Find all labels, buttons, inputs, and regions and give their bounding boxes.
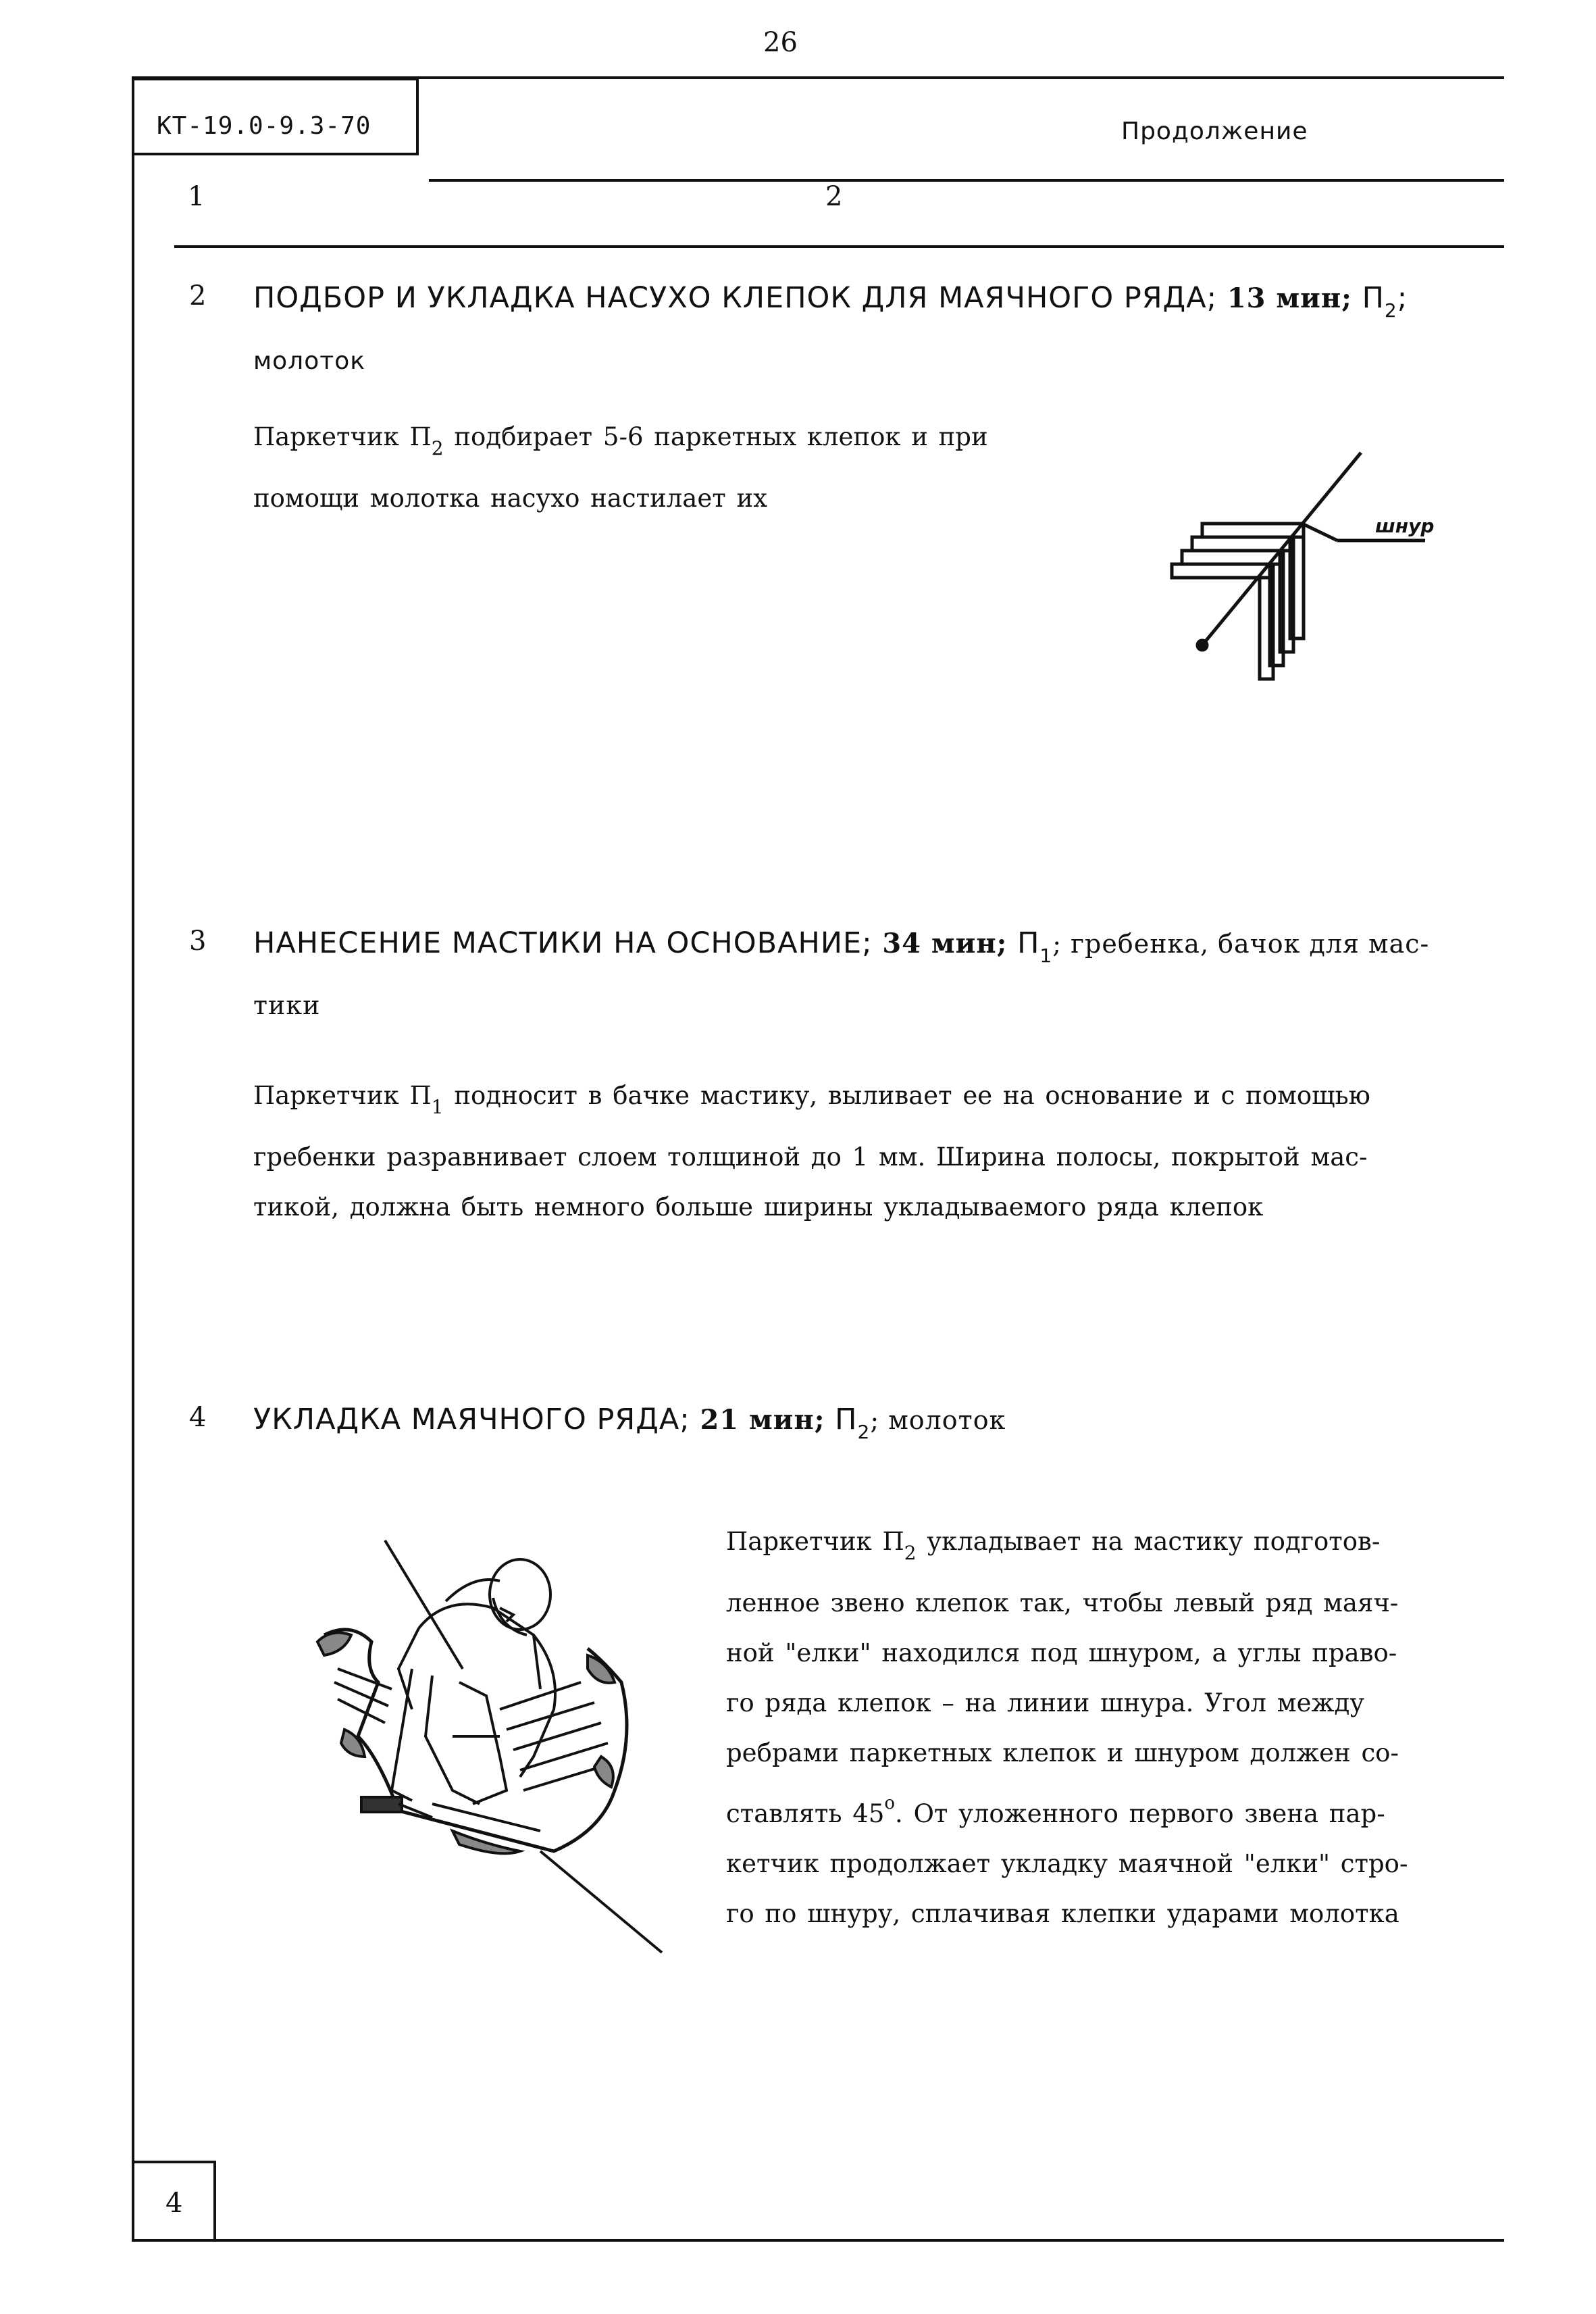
heading-tail: ; гребенка, бачок для мас-	[1052, 929, 1430, 959]
column-header-1: 1	[188, 181, 205, 212]
heading-tools: молоток	[253, 347, 365, 375]
desc-text: ной "елки" находился под шнуром, а углы право-	[726, 1638, 1397, 1667]
desc-sup: o	[884, 1793, 896, 1813]
heading-worker-sub: 1	[1039, 945, 1053, 967]
desc-text: го ряда клепок – на линии шнура. Угол между	[726, 1688, 1365, 1717]
desc-text: го по шнуру, сплачивая клепки ударами молотка	[726, 1899, 1399, 1928]
heading-worker-sub: 2	[857, 1421, 871, 1443]
desc-text: помощи молотка насухо настилает их	[253, 484, 767, 513]
worker-laying-parquet-illustration	[297, 1534, 675, 1966]
heading-tail: ;	[1397, 281, 1408, 315]
step-description	[253, 1071, 1516, 1232]
step-number: 3	[189, 926, 207, 957]
heading-line2: тики	[253, 990, 321, 1020]
step-description	[253, 412, 1131, 524]
desc-text: Паркетчик П	[253, 1081, 432, 1110]
heading-worker: П	[1362, 281, 1385, 315]
desc-text: ребрами паркетных клепок и шнуром должен со-	[726, 1738, 1399, 1767]
heading-tail: ; молоток	[870, 1405, 1006, 1435]
desc-text: тикой, должна быть немного больше ширины укладываемого ряда клепок	[253, 1192, 1264, 1222]
heading-time: 13 мин;	[1227, 282, 1352, 314]
step-heading	[253, 1395, 1496, 1457]
step-heading	[253, 274, 1496, 386]
doc-code: КТ-19.0-9.3-70	[157, 112, 371, 140]
heading-time: 34 мин;	[882, 928, 1008, 959]
heading-time: 21 мин;	[700, 1404, 825, 1436]
step-description	[726, 1517, 1510, 1939]
header-rule-short	[429, 179, 1504, 182]
desc-text: ставлять 45	[726, 1799, 885, 1828]
footer-rule	[132, 2239, 1504, 2242]
footer-number: 4	[165, 2188, 183, 2219]
continuation-label: Продолжение	[1121, 118, 1308, 145]
herringbone-cord-figure	[1148, 446, 1445, 696]
desc-text: гребенки разравнивает слоем толщиной до 1 мм. Ширина полосы, покрытой мас-	[253, 1142, 1368, 1172]
column-header-2: 2	[825, 181, 843, 212]
figure-label-cord: шнур	[1375, 515, 1435, 537]
heading-worker-sub: 2	[1384, 299, 1397, 322]
header-bottom-rule	[174, 245, 1504, 248]
heading-worker: П	[835, 1403, 858, 1436]
step-number: 4	[189, 1402, 207, 1433]
desc-text: Паркетчик П	[726, 1527, 904, 1556]
desc-text: ленное звено клепок так, чтобы левый ряд маяч-	[726, 1588, 1399, 1617]
desc-text: кетчик продолжает укладку маячной "елки" стро-	[726, 1849, 1408, 1878]
desc-text: Паркетчик П	[253, 422, 432, 451]
desc-text: . От уложенного первого звена пар-	[895, 1799, 1385, 1828]
heading-title: УКЛАДКА МАЯЧНОГО РЯДА;	[253, 1403, 690, 1436]
desc-sub: 2	[904, 1542, 917, 1564]
step-number: 2	[189, 280, 207, 311]
heading-title: ПОДБОР И УКЛАДКА НАСУХО КЛЕПОК ДЛЯ МАЯЧНОГО РЯДА;	[253, 281, 1218, 315]
desc-sub: 2	[431, 437, 444, 459]
left-frame-line	[132, 76, 134, 2242]
page-number: 26	[763, 27, 798, 58]
desc-text: укладывает на мастику подготов-	[927, 1527, 1381, 1556]
desc-text: подбирает 5-6 паркетных клепок и при	[454, 422, 988, 451]
desc-sub: 1	[431, 1096, 444, 1118]
heading-worker: П	[1017, 926, 1040, 960]
heading-title: НАНЕСЕНИЕ МАСТИКИ НА ОСНОВАНИЕ;	[253, 926, 873, 960]
step-heading	[253, 919, 1496, 1030]
desc-text: подносит в бачке мастику, выливает ее на основание и с помощью	[454, 1081, 1370, 1110]
